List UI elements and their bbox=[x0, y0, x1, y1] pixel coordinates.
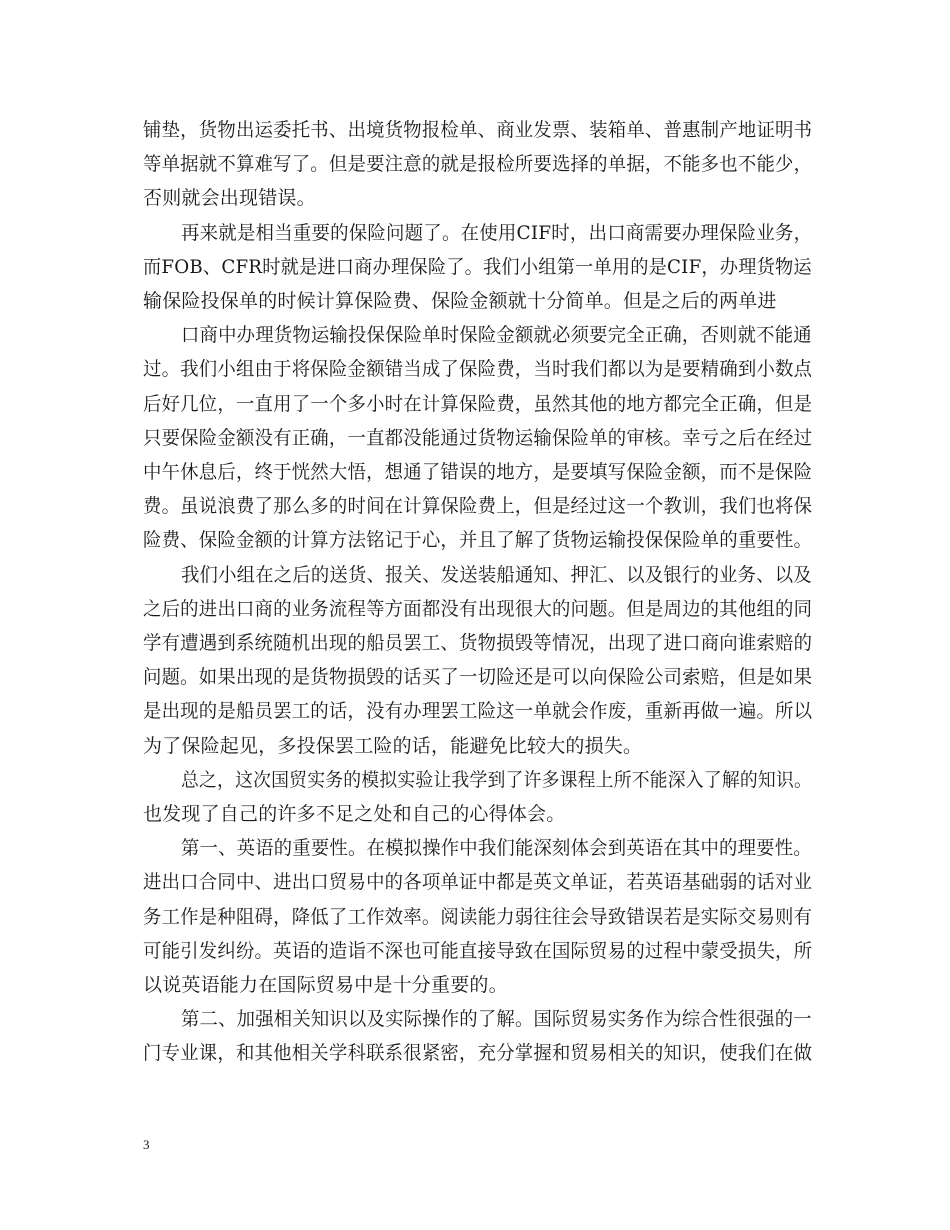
text-line: 第二、加强相关知识以及实际操作的了解。国际贸易实务作为综合性很强的一 bbox=[181, 1008, 812, 1030]
page-number: 3 bbox=[143, 1137, 150, 1152]
text-line: 问题。如果出现的是货物损毁的话买了一切险还是可以向保险公司索赔，但是如果 bbox=[143, 666, 813, 688]
text-line: 我们小组在之后的送货、报关、发送装船通知、押汇、以及银行的业务、以及 bbox=[181, 564, 812, 586]
text-line: 以说英语能力在国际贸易中是十分重要的。 bbox=[143, 974, 508, 996]
text-line: 而FOB、CFR时就是进口商办理保险了。我们小组第一单用的是CIF，办理货物运 bbox=[143, 256, 812, 278]
text-line: 否则就会出现错误。 bbox=[143, 187, 316, 209]
text-line: 输保险投保单的时候计算保险费、保险金额就十分简单。但是之后的两单进 bbox=[143, 290, 777, 312]
text-line: 总之，这次国贸实务的模拟实验让我学到了许多课程上所不能深入了解的知识。 bbox=[181, 769, 813, 791]
text-line: 也发现了自己的许多不足之处和自己的心得体会。 bbox=[143, 803, 566, 825]
text-line: 险费、保险金额的计算方法铭记于心，并且了解了货物运输投保保险单的重要性。 bbox=[143, 529, 813, 551]
text-line: 可能引发纠纷。英语的造诣不深也可能直接导致在国际贸易的过程中蒙受损失，所 bbox=[143, 940, 813, 962]
text-line: 之后的进出口商的业务流程等方面都没有出现很大的问题。但是周边的其他组的同 bbox=[143, 598, 813, 620]
text-line: 中午休息后，终于恍然大悟，想通了错误的地方，是要填写保险金额，而不是保险 bbox=[143, 461, 813, 483]
text-line: 过。我们小组由于将保险金额错当成了保险费，当时我们都以为是要精确到小数点 bbox=[143, 358, 813, 380]
text-line: 再来就是相当重要的保险问题了。在使用CIF时，出口商需要办理保险业务， bbox=[181, 222, 813, 244]
text-line: 门专业课，和其他相关学科联系很紧密，充分掌握和贸易相关的知识，使我们在做 bbox=[143, 1042, 813, 1064]
text-line: 费。虽说浪费了那么多的时间在计算保险费上，但是经过这一个教训，我们也将保 bbox=[143, 495, 813, 517]
text-line: 是出现的是船员罢工的话，没有办理罢工险这一单就会作废，重新再做一遍。所以 bbox=[143, 700, 813, 722]
text-line: 学有遭遇到系统随机出现的船员罢工、货物损毁等情况，出现了进口商向谁索赔的 bbox=[143, 632, 813, 654]
text-line: 后好几位，一直用了一个多小时在计算保险费，虽然其他的地方都完全正确，但是 bbox=[143, 393, 813, 415]
text-line: 第一、英语的重要性。在模拟操作中我们能深刻体会到英语在其中的理要性。 bbox=[181, 837, 812, 859]
text-line: 口商中办理货物运输投保保险单时保险金额就必须要完全正确，否则就不能通 bbox=[181, 324, 812, 346]
text-line: 等单据就不算难写了。但是要注意的就是报检所要选择的单据，不能多也不能少， bbox=[143, 153, 813, 175]
text-line: 只要保险金额没有正确，一直都没能通过货物运输保险单的审核。幸亏之后在经过 bbox=[143, 427, 813, 449]
text-line: 为了保险起见，多投保罢工险的话，能避免比较大的损失。 bbox=[143, 735, 643, 757]
text-line: 铺垫，货物出运委托书、出境货物报检单、商业发票、装箱单、普惠制产地证明书 bbox=[143, 119, 813, 141]
text-line: 务工作是种阻碍，降低了工作效率。阅读能力弱往往会导致错误若是实际交易则有 bbox=[143, 906, 813, 928]
text-line: 进出口合同中、进出口贸易中的各项单证中都是英文单证，若英语基础弱的话对业 bbox=[143, 871, 813, 893]
